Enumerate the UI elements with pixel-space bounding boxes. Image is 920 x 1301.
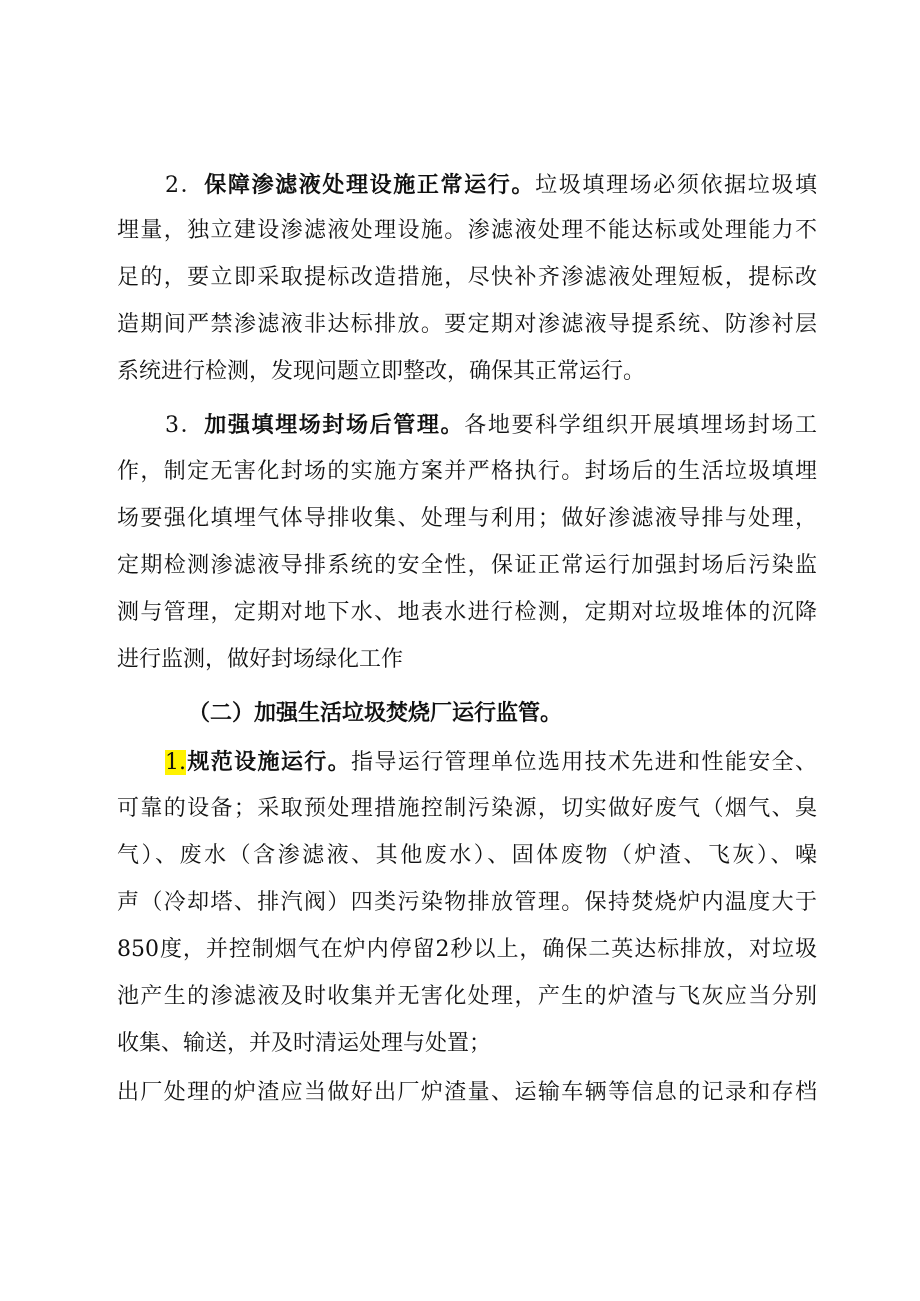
paragraph-2-line-1 xyxy=(117,170,817,201)
item-number: 3． xyxy=(165,413,205,438)
paragraph-1-line-2: 可靠的设备；采取预处理措施控制污染源，切实做好废气（烟气、臭 xyxy=(117,796,817,821)
paragraph-text: 指导运行管理单位选用技术先进和性能安全、 xyxy=(350,750,817,775)
item-number-highlighted: 1. xyxy=(165,750,186,775)
paragraph-1-line-8: 出厂处理的炉渣应当做好出厂炉渣量、运输车辆等信息的记录和存档 xyxy=(117,1080,817,1105)
item-heading: 规范设施运行。 xyxy=(186,749,351,775)
paragraph-3-line-4: 定期检测渗滤液导排系统的安全性，保证正常运行加强封场后污染监 xyxy=(117,553,817,578)
paragraph-2-line-5: 系统进行检测，发现问题立即整改，确保其正常运行。 xyxy=(117,359,646,384)
item-heading: 加强填埋场封场后管理。 xyxy=(204,412,465,438)
paragraph-1-line-1 xyxy=(117,747,817,778)
paragraph-3-line-6: 进行监测，做好封场绿化工作 xyxy=(117,647,404,672)
paragraph-1-line-5: 850度，并控制烟气在炉内停留2秒以上，确保二英达标排放，对垃圾 xyxy=(117,937,817,962)
item-number: 2． xyxy=(165,173,205,198)
section-heading-text: （二）加强生活垃圾焚烧厂运行监管。 xyxy=(188,700,563,726)
section-heading xyxy=(188,698,808,729)
paragraph-3-line-1 xyxy=(117,410,817,441)
paragraph-3-line-3: 场要强化填埋气体导排收集、处理与利用；做好渗滤液导排与处理， xyxy=(117,506,817,531)
paragraph-2-line-3: 足的，要立即采取提标改造措施，尽快补齐渗滤液处理短板，提标改 xyxy=(117,265,817,290)
paragraph-1-line-4: 声（冷却塔、排汽阀）四类污染物排放管理。保持焚烧炉内温度大于 xyxy=(117,890,817,915)
paragraph-text: 各地要科学组织开展填埋场封场工 xyxy=(464,413,817,438)
paragraph-2-line-2: 埋量，独立建设渗滤液处理设施。渗滤液处理不能达标或处理能力不 xyxy=(117,218,817,243)
paragraph-1-line-6: 池产生的渗滤液及时收集并无害化处理，产生的炉渣与飞灰应当分别 xyxy=(117,984,817,1009)
paragraph-text: 垃圾填理场必须依据垃圾填 xyxy=(535,173,817,198)
item-heading: 保障渗滤液处理设施正常运行。 xyxy=(204,172,536,198)
paragraph-1-line-7: 收集、输送，并及时清运处理与处置； xyxy=(117,1031,492,1056)
paragraph-1-line-3: 气）、废水（含渗滤液、其他废水）、固体废物（炉渣、飞灰）、噪 xyxy=(117,843,817,868)
paragraph-3-line-2: 作，制定无害化封场的实施方案并严格执行。封场后的生活垃圾填埋 xyxy=(117,459,817,484)
paragraph-3-line-5: 测与管理，定期对地下水、地表水进行检测，定期对垃圾堆体的沉降 xyxy=(117,600,817,625)
paragraph-2-line-4: 造期间严禁渗滤液非达标排放。要定期对渗滤液导提系统、防渗衬层 xyxy=(117,312,817,337)
